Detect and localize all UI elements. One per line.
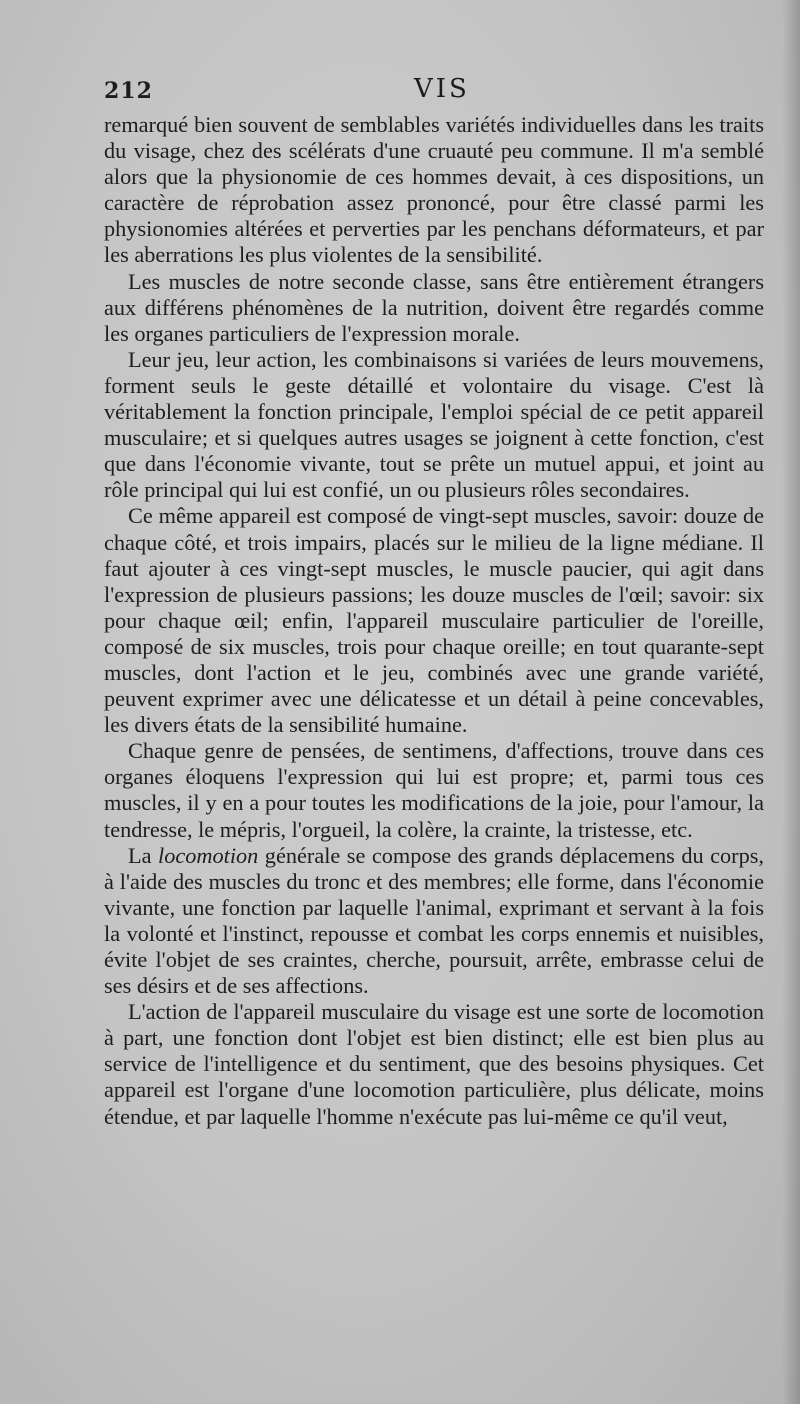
page-number: 212 xyxy=(104,78,153,104)
paragraph-2: Les muscles de notre seconde classe, sans être entièrement étrangers aux différens phénomènes de la nutrition, doivent être regardés comme les organes particuliers de l'expression morale. xyxy=(104,268,764,346)
paragraph-7: L'action de l'appareil musculaire du visage est une sorte de locomotion à part, une fonction dont l'objet est bien distinct; elle est bien plus au service de l'intelligence et du sentiment, que des besoins physiques. Cet appareil est l'organe d'une locomotion particulière, plus délicate, moins étendue, et par laquelle l'homme n'exécute pas lui-même ce qu'il veut, xyxy=(104,999,764,1129)
body-text xyxy=(104,112,764,1130)
paragraph-3: Leur jeu, leur action, les combinaisons si variées de leurs mouvemens, forment seuls le geste détaillé et volontaire du visage. C'est là véritablement la fonction principale, l'emploi spécial de ce petit appareil musculaire; et si quelques autres usages se joignent à cette fonction, c'est que dans l'économie vivante, tout se prête un mutuel appui, et joint au rôle principal qui lui est confié, un ou plusieurs rôles secondaires. xyxy=(104,346,764,503)
paragraph-6-italic-term: locomotion xyxy=(158,842,259,868)
paragraph-4: Ce même appareil est composé de vingt-sept muscles, savoir: douze de chaque côté, et trois impairs, placés sur le milieu de la ligne médiane. Il faut ajouter à ces vingt-sept muscles, le muscle paucier, qui agit dans l'expression de plusieurs passions; les douze muscles de l'œil; savoir: six pour chaque œil; enfin, l'appareil musculaire particulier de l'oreille, composé de six muscles, trois pour chaque oreille; en tout quarante-sept muscles, dont l'action et le jeu, combinés avec une grande variété, peuvent exprimer avec une délicatesse et un détail à peine concevables, les divers états de la sensibilité humaine. xyxy=(104,503,764,738)
paragraph-5: Chaque genre de pensées, de sentimens, d'affections, trouve dans ces organes éloquens l'expression qui lui est propre; et, parmi tous ces muscles, il y en a pour toutes les modifications de la joie, pour l'amour, la tendresse, le mépris, l'orgueil, la colère, la crainte, la tristesse, etc. xyxy=(104,738,764,842)
paragraph-6-rest: générale se compose des grands déplacemens du corps, à l'aide des muscles du tronc et des membres; elle forme, dans l'économie vivante, une fonction par laquelle l'animal, exprimant et servant à la fois la volonté et l'instinct, repousse et combat les corps ennemis et nuisibles, évite l'objet de ses craintes, cherche, poursuit, arrête, embrasse celui de ses désirs et de ses affections. xyxy=(104,842,764,999)
paragraph-1: remarqué bien souvent de semblables variétés individuelles dans les traits du visage, chez des scélérats d'une cruauté peu commune. Il m'a semblé alors que la physionomie de ces hommes devait, à ces dispositions, un caractère de réprobation assez prononcé, pour être classé parmi les physionomies altérées et perverties par les penchans déformateurs, et par les aberrations les plus violentes de la sensibilité. xyxy=(104,112,764,268)
paragraph-6-start: La xyxy=(128,842,158,868)
running-head: VIS xyxy=(414,74,470,104)
page-header xyxy=(104,74,764,108)
paragraph-6 xyxy=(104,843,764,1000)
page-edge-shadow xyxy=(782,0,800,1404)
